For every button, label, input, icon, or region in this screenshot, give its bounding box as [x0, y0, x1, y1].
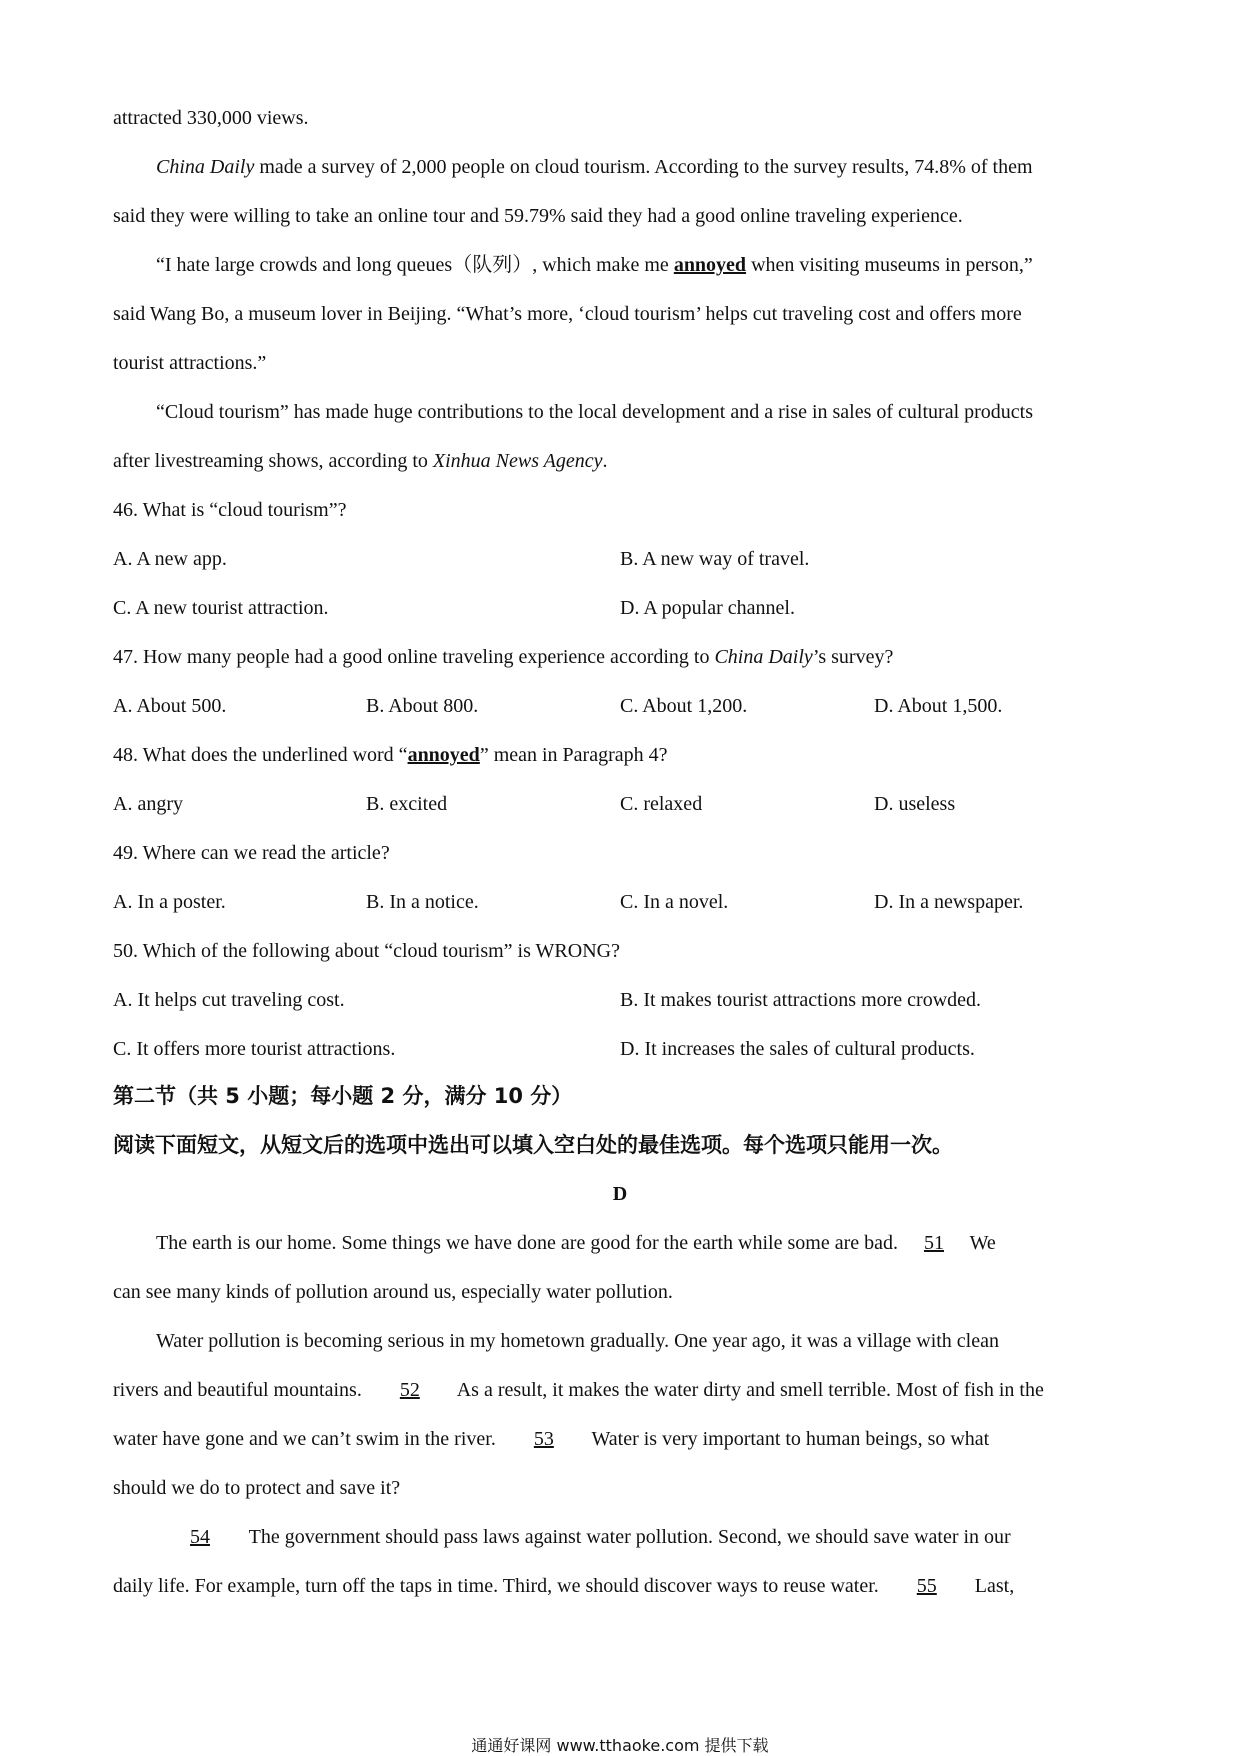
question-50-option-b [620, 990, 981, 1010]
heading-text: 第二节（共 5 小题；每小题 2 分，满分 10 分） [113, 1084, 573, 1108]
question-47-option-b [366, 696, 478, 716]
text-line: after livestreaming shows, according to [113, 450, 433, 472]
option-text: D. In a newspaper. [874, 891, 1024, 913]
option-text: D. It increases the sales of cultural products. [620, 1038, 975, 1060]
option-text: D. A popular channel. [620, 597, 795, 619]
blank-55: 55 [916, 1575, 937, 1597]
passage-c-paragraph-5-line-1 [156, 157, 1033, 177]
source-china-daily: China Daily [156, 156, 255, 178]
passage-d-line-5 [113, 1429, 989, 1449]
question-49-option-d [874, 892, 1023, 912]
option-text: A. About 500. [113, 695, 227, 717]
section-2-instruction [113, 1135, 953, 1156]
text-line: tourist attractions.” [113, 352, 267, 374]
question-50-option-a [113, 990, 345, 1010]
blank-54: 54 [190, 1526, 210, 1548]
text-line: said Wang Bo, a museum lover in Beijing. “What’s more, ‘cloud tourism’ helps cut traveling cost and offers more [113, 303, 1022, 325]
question-48-option-d [874, 794, 955, 814]
passage-c-paragraph-7-line-2 [113, 451, 608, 471]
question-stem: 47. How many people had a good online traveling experience according to [113, 646, 715, 668]
text-line: can see many kinds of pollution around us, especially water pollution. [113, 1281, 673, 1303]
passage-label: D [612, 1183, 628, 1205]
passage-d-line-1 [156, 1233, 996, 1253]
passage-c-paragraph-6-line-3 [113, 353, 266, 373]
question-48-stem [113, 745, 668, 765]
instruction-text: 阅读下面短文，从短文后的选项中选出可以填入空白处的最佳选项。每个选项只能用一次。 [113, 1133, 953, 1157]
source-china-daily: China Daily [714, 646, 813, 668]
footer-text: 通通好课网 www.tthaoke.com 提供下载 [471, 1736, 769, 1755]
option-text: A. angry [113, 793, 183, 815]
passage-d-line-6 [113, 1478, 400, 1498]
option-text: B. A new way of travel. [620, 548, 810, 570]
option-text: B. About 800. [366, 695, 479, 717]
question-47-option-c [620, 696, 747, 716]
text-line: daily life. For example, turn off the taps in time. Third, we should discover ways to reuse water. [113, 1575, 884, 1597]
question-47-option-d [874, 696, 1002, 716]
question-46-stem [113, 500, 346, 520]
question-47-stem [113, 647, 893, 667]
text-line: The earth is our home. Some things we have done are good for the earth while some are bad. [156, 1232, 903, 1254]
question-stem: 49. Where can we read the article? [113, 842, 390, 864]
passage-d-line-4 [113, 1380, 1044, 1400]
blank-51: 51 [923, 1232, 944, 1254]
option-text: D. About 1,500. [874, 695, 1003, 717]
text-line: Last, [969, 1575, 1015, 1597]
question-50-option-c [113, 1039, 395, 1059]
text-line: Water pollution is becoming serious in my hometown gradually. One year ago, it was a village with clean [156, 1330, 999, 1352]
text-line: As a result, it makes the water dirty and smell terrible. Most of fish in the [452, 1379, 1044, 1401]
question-49-stem [113, 843, 390, 863]
text-line: Water is very important to human beings, so what [586, 1428, 990, 1450]
option-text: C. relaxed [620, 793, 703, 815]
option-text: B. excited [366, 793, 448, 815]
option-text: B. In a notice. [366, 891, 479, 913]
blank-52: 52 [399, 1379, 420, 1401]
text-line: when visiting museums in person,” [746, 254, 1033, 276]
question-48-option-c [620, 794, 702, 814]
question-49-option-b [366, 892, 479, 912]
text-line: rivers and beautiful mountains. [113, 1379, 367, 1401]
underlined-word-annoyed: annoyed [673, 254, 747, 276]
passage-c-paragraph-6-line-1 [156, 255, 1033, 275]
option-text: C. A new tourist attraction. [113, 597, 329, 619]
option-text: A. A new app. [113, 548, 227, 570]
text-line: We [964, 1232, 996, 1254]
question-46-option-d [620, 598, 795, 618]
option-text: C. It offers more tourist attractions. [113, 1038, 396, 1060]
passage-d-line-2 [113, 1282, 673, 1302]
question-50-option-d [620, 1039, 975, 1059]
question-stem: 48. What does the underlined word “ [113, 744, 408, 766]
question-46-option-b [620, 549, 809, 569]
question-48-option-b [366, 794, 447, 814]
page-footer [0, 1733, 1240, 1756]
option-text: B. It makes tourist attractions more crowded. [620, 989, 982, 1011]
option-text: C. About 1,200. [620, 695, 748, 717]
underlined-word-annoyed: annoyed [407, 744, 480, 766]
passage-d-line-3 [156, 1331, 999, 1351]
question-46-option-a [113, 549, 227, 569]
question-47-option-a [113, 696, 226, 716]
question-50-stem [113, 941, 620, 961]
passage-c-paragraph-end [113, 108, 309, 128]
passage-label-d [0, 1184, 1240, 1204]
option-text: C. In a novel. [620, 891, 729, 913]
question-stem: 46. What is “cloud tourism”? [113, 499, 347, 521]
question-stem: ” mean in Paragraph 4? [479, 744, 668, 766]
text-line: “Cloud tourism” has made huge contributions to the local development and a rise in sales of cultural products [156, 401, 1034, 423]
text-line: . [602, 450, 608, 472]
text-line: attracted 330,000 views. [113, 107, 309, 129]
text-line: should we do to protect and save it? [113, 1477, 401, 1499]
option-text: A. It helps cut traveling cost. [113, 989, 345, 1011]
text-line: said they were willing to take an online tour and 59.79% said they had a good online traveling experience. [113, 205, 963, 227]
section-2-heading [113, 1086, 572, 1107]
question-49-option-a [113, 892, 226, 912]
passage-d-line-7 [156, 1527, 1011, 1547]
question-48-option-a [113, 794, 183, 814]
blank-53: 53 [533, 1428, 554, 1450]
passage-d-line-8 [113, 1576, 1014, 1596]
source-xinhua: Xinhua News Agency [432, 450, 603, 472]
text-line: The government should pass laws against water pollution. Second, we should save water in our [244, 1526, 1011, 1548]
text-line: “I hate large crowds and long queues（队列）, which make me [156, 254, 674, 276]
question-46-option-c [113, 598, 329, 618]
passage-c-paragraph-6-line-2 [113, 304, 1022, 324]
passage-c-paragraph-7-line-1 [156, 402, 1033, 422]
question-stem: ’s survey? [812, 646, 894, 668]
text-line: water have gone and we can’t swim in the river. [113, 1428, 501, 1450]
option-text: D. useless [874, 793, 956, 815]
question-49-option-c [620, 892, 728, 912]
option-text: A. In a poster. [113, 891, 226, 913]
question-stem: 50. Which of the following about “cloud tourism” is WRONG? [113, 940, 620, 962]
text-line: made a survey of 2,000 people on cloud tourism. According to the survey results, 74.8% of them [254, 156, 1033, 178]
passage-c-paragraph-5-line-2 [113, 206, 963, 226]
